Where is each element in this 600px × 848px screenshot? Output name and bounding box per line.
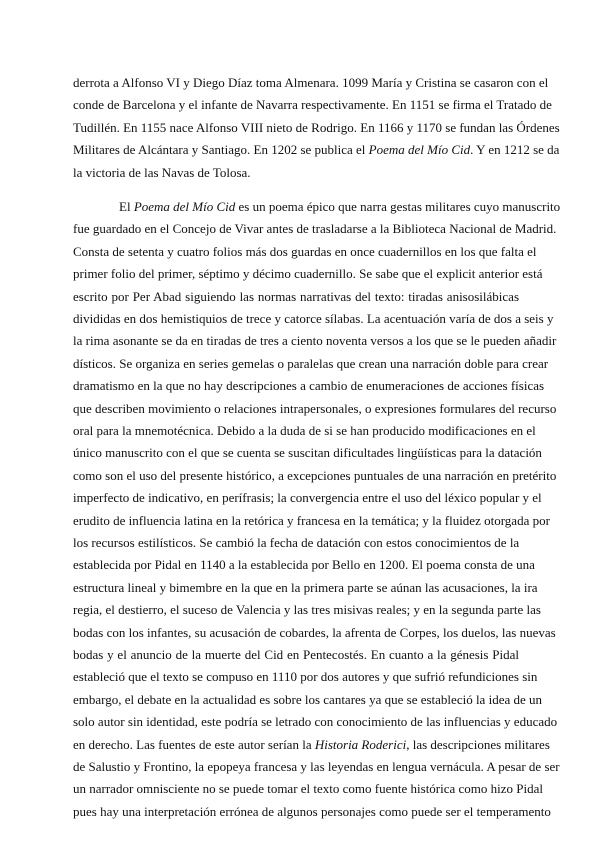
text-line: la victoria de las Navas de Tolosa. xyxy=(73,164,251,180)
text-line: como son el uso del presente histórico, a excepciones puntuales de una narración en pretérito xyxy=(73,467,557,483)
text-line: de Salustio y Frontino, la epopeya francesa y las leyendas en lengua vernácula. A pesar de ser xyxy=(73,759,560,774)
text-line: conde de Barcelona y el infante de Navarra respectivamente. En 1151 se firma el Tratado de xyxy=(73,97,552,113)
text-span: es un poema épico que narra gestas militares cuyo manuscrito xyxy=(235,199,561,214)
text-span: El xyxy=(119,199,134,214)
text-line: estableció que el texto se compuso en 1110 por dos autores y que sufrió refundiciones sin xyxy=(73,669,538,685)
text-line: un narrador omnisciente no se puede tomar el texto como fuente histórica como hizo Pidal xyxy=(73,781,544,797)
italic-title: Poema del Mío Cid xyxy=(368,142,471,158)
text-line: la rima asonante se da en tiradas de tres a ciento noventa versos a los que se le pueden añadir xyxy=(73,333,557,349)
text-line: escrito por Per Abad siguiendo las normas narrativas del texto: tiradas anisosilábicas xyxy=(73,288,519,304)
text-line: los recursos estilísticos. Se cambió la fecha de datación con estos conocimientos de la xyxy=(73,535,520,550)
text-line: bodas con los infantes, su acusación de cobardes, la afrenta de Corpes, los duelos, las nuevas xyxy=(73,624,556,640)
text-line xyxy=(73,139,560,161)
text-span: . Y en 1212 se da xyxy=(470,142,560,158)
text-line: divididas en dos hemistiquios de trece y catorce sílabas. La acentuación varía de dos a seis y xyxy=(73,311,554,326)
text-line: embargo, el debate en la actualidad es sobre los cantares ya que se estableció la idea de un xyxy=(73,691,543,707)
text-line: pues hay una interpretación errónea de algunos personajes como puede ser el temperamento xyxy=(73,803,551,819)
text-line: dísticos. Se organiza en series gemelas o paralelas que crean una narración doble para crear xyxy=(73,355,549,371)
text-line: imperfecto de indicativo, en perífrasis; la convergencia entre el uso del léxico popular y el xyxy=(73,490,542,506)
text-line: regia, el destierro, el suceso de Valencia y las tres misivas reales; y en la segunda parte las xyxy=(73,602,541,618)
text-line: estructura lineal y bimembre en la que en la primera parte se aúnan las acusaciones, la ira xyxy=(73,579,538,595)
text-line xyxy=(73,734,550,756)
text-line: Tudillén. En 1155 nace Alfonso VIII nieto de Rodrigo. En 1166 y 1170 se fundan las Órdenes xyxy=(73,119,560,135)
text-span: en derecho. Las fuentes de este autor serían la xyxy=(73,736,315,752)
text-line: que describen movimiento o relaciones intrapersonales, o expresiones formulares del recurso xyxy=(73,400,557,416)
italic-title: Poema del Mío Cid xyxy=(133,199,236,214)
text-line: primer folio del primer, séptimo y décimo cuadernillo. Se sabe que el explicit anterior está xyxy=(73,266,543,282)
text-line: único manuscrito con el que se cuenta se suscitan dificultades lingüísticas para la datación xyxy=(73,445,542,461)
text-line: dramatismo en la que no hay descripciones a cambio de enumeraciones de acciones físicas xyxy=(73,378,545,394)
text-line: establecida por Pidal en 1140 a la establecida por Bello en 1200. El poema consta de una xyxy=(73,557,535,573)
italic-title: Historia Roderici xyxy=(314,736,407,752)
text-line: solo autor sin identidad, este podría se letrado con conocimiento de las influencias y educado xyxy=(73,714,558,730)
text-line: oral para la mnemotécnica. Debido a la duda de si se han producido modificaciones en el xyxy=(73,423,536,438)
text-line: fue guardado en el Concejo de Vivar antes de trasladarse a la Biblioteca Nacional de Madrid. xyxy=(73,221,557,237)
text-line xyxy=(119,196,561,218)
text-line: Consta de setenta y cuatro folios más dos guardas en once cuadernillos en los que falta el xyxy=(73,243,537,259)
text-span: Militares de Alcántara y Santiago. En 1202 se publica el xyxy=(73,142,369,158)
text-span: , las descripciones militares xyxy=(406,736,550,752)
text-line: bodas y el anuncio de la muerte del Cid en Pentecostés. En cuanto a la génesis Pidal xyxy=(73,647,519,662)
text-line: derrota a Alfonso VI y Diego Díaz toma Almenara. 1099 María y Cristina se casaron con el xyxy=(73,75,549,90)
text-line: erudito de influencia latina en la retórica y francesa en la temática; y la fluidez otorgada por xyxy=(73,512,550,528)
